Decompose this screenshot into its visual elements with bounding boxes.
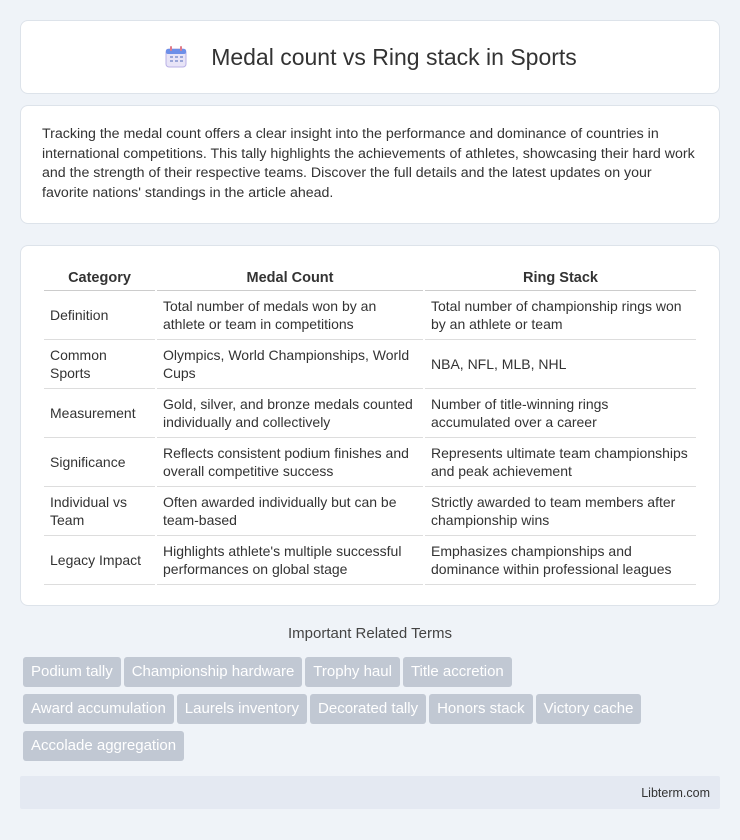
related-terms-list <box>23 657 723 768</box>
table-cell-ring-stack: Strictly awarded to team members after championship wins <box>425 487 696 536</box>
related-term-tag[interactable]: Podium tally <box>23 657 121 687</box>
related-term-tag[interactable]: Laurels inventory <box>177 694 307 724</box>
related-term-tag[interactable]: Award accumulation <box>23 694 174 724</box>
comparison-table <box>42 265 698 585</box>
page-title: Medal count vs Ring stack in Sports <box>211 43 577 70</box>
table-row <box>44 389 696 438</box>
table-cell-medal-count: Gold, silver, and bronze medals counted individually and collectively <box>157 389 423 438</box>
table-cell-medal-count: Reflects consistent podium finishes and overall competitive success <box>157 438 423 487</box>
column-header-category: Category <box>44 265 155 291</box>
table-cell-category: Significance <box>44 438 155 487</box>
header-card <box>20 20 720 94</box>
related-term-tag[interactable]: Honors stack <box>429 694 533 724</box>
intro-card <box>20 105 720 224</box>
table-row <box>44 438 696 487</box>
table-cell-ring-stack: Number of title-winning rings accumulated over a career <box>425 389 696 438</box>
table-cell-category: Individual vs Team <box>44 487 155 536</box>
related-term-tag[interactable]: Trophy haul <box>305 657 400 687</box>
comparison-table-card <box>20 245 720 606</box>
table-cell-ring-stack: Represents ultimate team championships and peak achievement <box>425 438 696 487</box>
column-header-ring-stack: Ring Stack <box>425 265 696 291</box>
table-header-row <box>44 265 696 291</box>
table-cell-category: Measurement <box>44 389 155 438</box>
table-cell-category: Definition <box>44 291 155 340</box>
intro-text: Tracking the medal count offers a clear insight into the performance and dominance of countries in international competitions. This tally highlights the achievements of athletes, showcasing their hard work and the strength of their respective teams. Discover the full details and the latest updates on your favorite nations' standings in the article ahead. <box>42 126 695 201</box>
table-row <box>44 536 696 585</box>
footer-site-link[interactable]: Libterm.com <box>641 786 710 800</box>
table-cell-category: Legacy Impact <box>44 536 155 585</box>
table-cell-medal-count: Often awarded individually but can be team-based <box>157 487 423 536</box>
related-term-tag[interactable]: Accolade aggregation <box>23 731 184 761</box>
related-term-tag[interactable]: Championship hardware <box>124 657 303 687</box>
calendar-icon <box>163 44 189 70</box>
related-term-tag[interactable]: Victory cache <box>536 694 642 724</box>
table-row <box>44 291 696 340</box>
table-row <box>44 340 696 389</box>
table-cell-medal-count: Total number of medals won by an athlete or team in competitions <box>157 291 423 340</box>
related-terms-title: Important Related Terms <box>288 625 452 642</box>
column-header-medal-count: Medal Count <box>157 265 423 291</box>
table-cell-ring-stack: Total number of championship rings won by an athlete or team <box>425 291 696 340</box>
related-term-tag[interactable]: Decorated tally <box>310 694 426 724</box>
table-cell-ring-stack: Emphasizes championships and dominance within professional leagues <box>425 536 696 585</box>
related-term-tag[interactable]: Title accretion <box>403 657 512 687</box>
table-row <box>44 487 696 536</box>
table-cell-ring-stack: NBA, NFL, MLB, NHL <box>425 340 696 389</box>
table-cell-medal-count: Highlights athlete's multiple successful performances on global stage <box>157 536 423 585</box>
footer <box>20 776 720 809</box>
table-cell-category: Common Sports <box>44 340 155 389</box>
table-cell-medal-count: Olympics, World Championships, World Cups <box>157 340 423 389</box>
